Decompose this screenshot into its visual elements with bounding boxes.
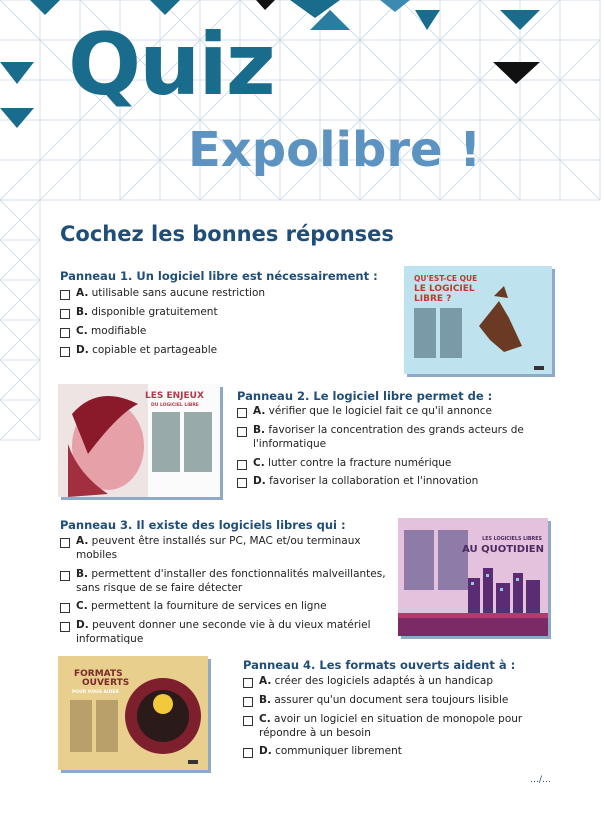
poster-2-title-line-1: LES ENJEUX — [145, 391, 204, 401]
checkbox[interactable] — [237, 427, 247, 437]
panel-2-title: Panneau 2. Le logiciel libre permet de : — [237, 389, 493, 403]
checkbox[interactable] — [237, 478, 247, 488]
checkbox[interactable] — [243, 748, 253, 758]
panel-2-option-b[interactable]: B. favoriser la concentration des grands acteurs de l'informatique — [237, 424, 527, 452]
poster-4-title-line-3: POUR VOUS AIDER — [72, 690, 119, 695]
checkbox[interactable] — [243, 697, 253, 707]
checkbox[interactable] — [60, 290, 70, 300]
poster-1-title-line-2: LE LOGICIEL — [414, 284, 475, 294]
panel-3-option-c[interactable]: C. permettent la fourniture de services en ligne — [60, 600, 395, 614]
checkbox[interactable] — [60, 571, 70, 581]
poster-4-title-line-2: OUVERTS — [82, 678, 130, 688]
panel-1-option-c[interactable]: C. modifiable — [60, 325, 350, 339]
poster-1-title-line-1: QU'EST-CE QUE — [414, 274, 478, 283]
panel-4-option-a[interactable]: A. créer des logiciels adaptés à un handicap — [243, 675, 528, 689]
poster-3-title-line-1: LES LOGICIELS LIBRES — [482, 537, 542, 542]
poster-3-title-line-2: AU QUOTIDIEN — [462, 544, 544, 555]
panel-4-option-b[interactable]: B. assurer qu'un document sera toujours lisible — [243, 694, 528, 708]
panel-2-options — [237, 405, 527, 494]
panel-4-options — [243, 675, 528, 764]
panel-3-option-d[interactable]: D. peuvent donner une seconde vie à du vieux matériel informatique — [60, 619, 395, 647]
poster-3-thumbnail — [398, 518, 548, 636]
poster-1-title-line-3: LIBRE ? — [414, 294, 452, 304]
instruction-heading: Cochez les bonnes réponses — [60, 222, 394, 246]
panel-4-title: Panneau 4. Les formats ouverts aident à : — [243, 658, 516, 672]
checkbox[interactable] — [60, 603, 70, 613]
poster-4-title-line-1: FORMATS — [74, 669, 123, 679]
panel-1-option-d[interactable]: D. copiable et partageable — [60, 344, 350, 358]
panel-3-title: Panneau 3. Il existe des logiciels libres qui : — [60, 518, 346, 532]
panel-3-option-a[interactable]: A. peuvent être installés sur PC, MAC et/ou terminaux mobiles — [60, 535, 395, 563]
checkbox[interactable] — [60, 622, 70, 632]
panel-3-option-b[interactable]: B. permettent d'installer des fonctionnalités malveillantes, sans risque de se faire détecter — [60, 568, 395, 596]
panel-1-option-a[interactable]: A. utilisable sans aucune restriction — [60, 287, 350, 301]
checkbox[interactable] — [243, 716, 253, 726]
poster-4-thumbnail — [58, 656, 208, 770]
panel-4-option-d[interactable]: D. communiquer librement — [243, 745, 528, 759]
checkbox[interactable] — [243, 678, 253, 688]
panel-2-option-a[interactable]: A. vérifier que le logiciel fait ce qu'il annonce — [237, 405, 527, 419]
panel-2-option-c[interactable]: C. lutter contre la fracture numérique — [237, 457, 527, 471]
panel-1-title: Panneau 1. Un logiciel libre est nécessairement : — [60, 269, 378, 283]
panel-1-options — [60, 287, 350, 362]
checkbox[interactable] — [60, 538, 70, 548]
continuation-marker: …/… — [530, 775, 552, 785]
poster-2-title-line-2: DU LOGICIEL LIBRE — [151, 403, 199, 408]
quiz-title: Quiz — [68, 15, 274, 115]
checkbox[interactable] — [237, 408, 247, 418]
expolibre-title: Expolibre ! — [188, 122, 482, 178]
checkbox[interactable] — [60, 347, 70, 357]
panel-1-option-b[interactable]: B. disponible gratuitement — [60, 306, 350, 320]
panel-3-options — [60, 535, 395, 652]
panel-4-option-c[interactable]: C. avoir un logiciel en situation de monopole pour répondre à un besoin — [243, 713, 528, 741]
checkbox[interactable] — [237, 460, 247, 470]
poster-2-thumbnail — [58, 384, 220, 497]
panel-2-option-d[interactable]: D. favoriser la collaboration et l'innovation — [237, 475, 527, 489]
poster-1-thumbnail — [404, 266, 552, 374]
checkbox[interactable] — [60, 328, 70, 338]
checkbox[interactable] — [60, 309, 70, 319]
